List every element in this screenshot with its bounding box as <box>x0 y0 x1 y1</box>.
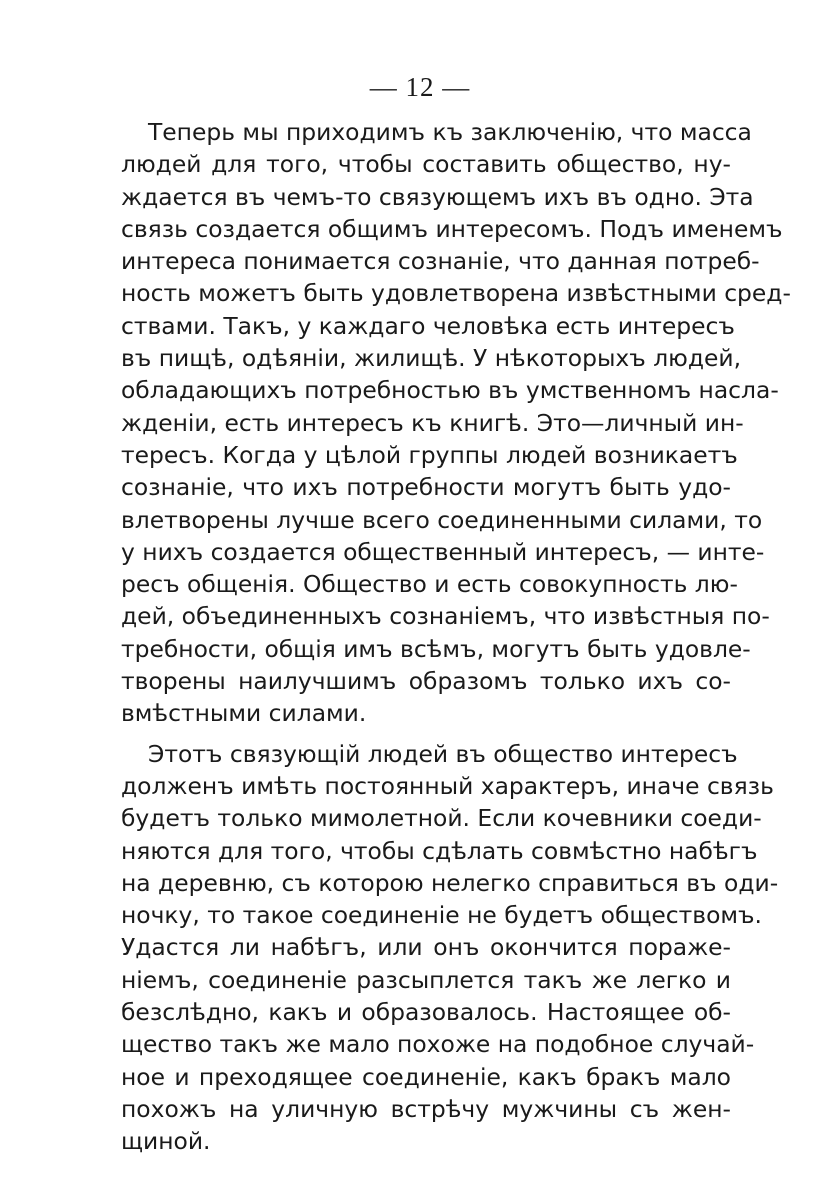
text-line: у нихъ создается общественный интересъ, — инте- <box>121 537 765 566</box>
text-line: жденіи, есть интересъ къ книгѣ. Это—личный ин- <box>121 408 744 437</box>
text-line: на деревню, съ которою нелегко справиться въ оди- <box>121 868 779 897</box>
text-line: похожъ на уличную встрѣчу мужчины съ жен- <box>121 1094 731 1123</box>
text-line: Удастся ли набѣгъ, или онъ окончится пораже- <box>121 933 731 962</box>
page-number: — 12 — <box>369 72 471 102</box>
text-line: Теперь мы приходимъ къ заключенію, что масса <box>148 118 752 146</box>
text-line: въ пищѣ, одѣяніи, жилищѣ. У нѣкоторыхъ людей, <box>121 344 742 373</box>
text-line: вмѣстными силами. <box>121 699 367 728</box>
text-line: ночку, то такое соединеніе не будетъ обществомъ. <box>121 901 762 930</box>
text-line: связь создается общимъ интересомъ. Подъ именемъ <box>121 214 783 243</box>
text-line: ресъ общенія. Общество и есть совокупность лю- <box>121 570 738 599</box>
paragraph-2 <box>121 738 779 1158</box>
text-line: безслѣдно, какъ и образовалось. Настоящее об- <box>121 998 731 1027</box>
text-line: творены наилучшимъ образомъ только ихъ со- <box>121 667 731 696</box>
body-text <box>121 116 791 1158</box>
text-line: Этотъ связующій людей въ общество интересъ <box>148 739 738 768</box>
text-line: ніемъ, соединеніе разсыплется такъ же легко и <box>121 965 731 994</box>
text-line: долженъ имѣть постоянный характеръ, иначе связь <box>121 771 774 800</box>
text-line: дей, объединенныхъ сознаніемъ, что извѣстныя по- <box>121 602 770 631</box>
text-line: людей для того, чтобы составить общество, ну- <box>121 150 731 179</box>
text-line: влетворены лучше всего соединенными силами, то <box>121 505 763 534</box>
text-line: сознаніе, что ихъ потребности могутъ быть удо- <box>121 473 731 502</box>
text-line: щество такъ же мало похоже на подобное случай- <box>121 1030 755 1059</box>
text-line: требности, общія имъ всѣмъ, могутъ быть удовле- <box>121 634 751 663</box>
paragraph-1 <box>121 116 791 730</box>
text-line: тересъ. Когда у цѣлой группы людей возникаетъ <box>121 440 738 469</box>
text-line: ность можетъ быть удовлетворена извѣстными сред- <box>121 279 791 308</box>
text-line: ждается въ чемъ-то связующемъ ихъ въ одно. Эта <box>121 182 754 211</box>
text-line: ное и преходящее соединеніе, какъ бракъ мало <box>121 1062 731 1091</box>
text-line: няются для того, чтобы сдѣлать совмѣстно набѣгъ <box>121 836 758 865</box>
text-line: обладающихъ потребностью въ умственномъ насла- <box>121 376 779 405</box>
text-line: интереса понимается сознаніе, что данная потреб- <box>121 247 760 276</box>
paragraph-gap <box>121 730 731 738</box>
text-line: щиной. <box>121 1127 211 1156</box>
text-line: ствами. Такъ, у каждаго человѣка есть интересъ <box>121 311 735 340</box>
text-line: будетъ только мимолетной. Если кочевники соеди- <box>121 804 762 833</box>
